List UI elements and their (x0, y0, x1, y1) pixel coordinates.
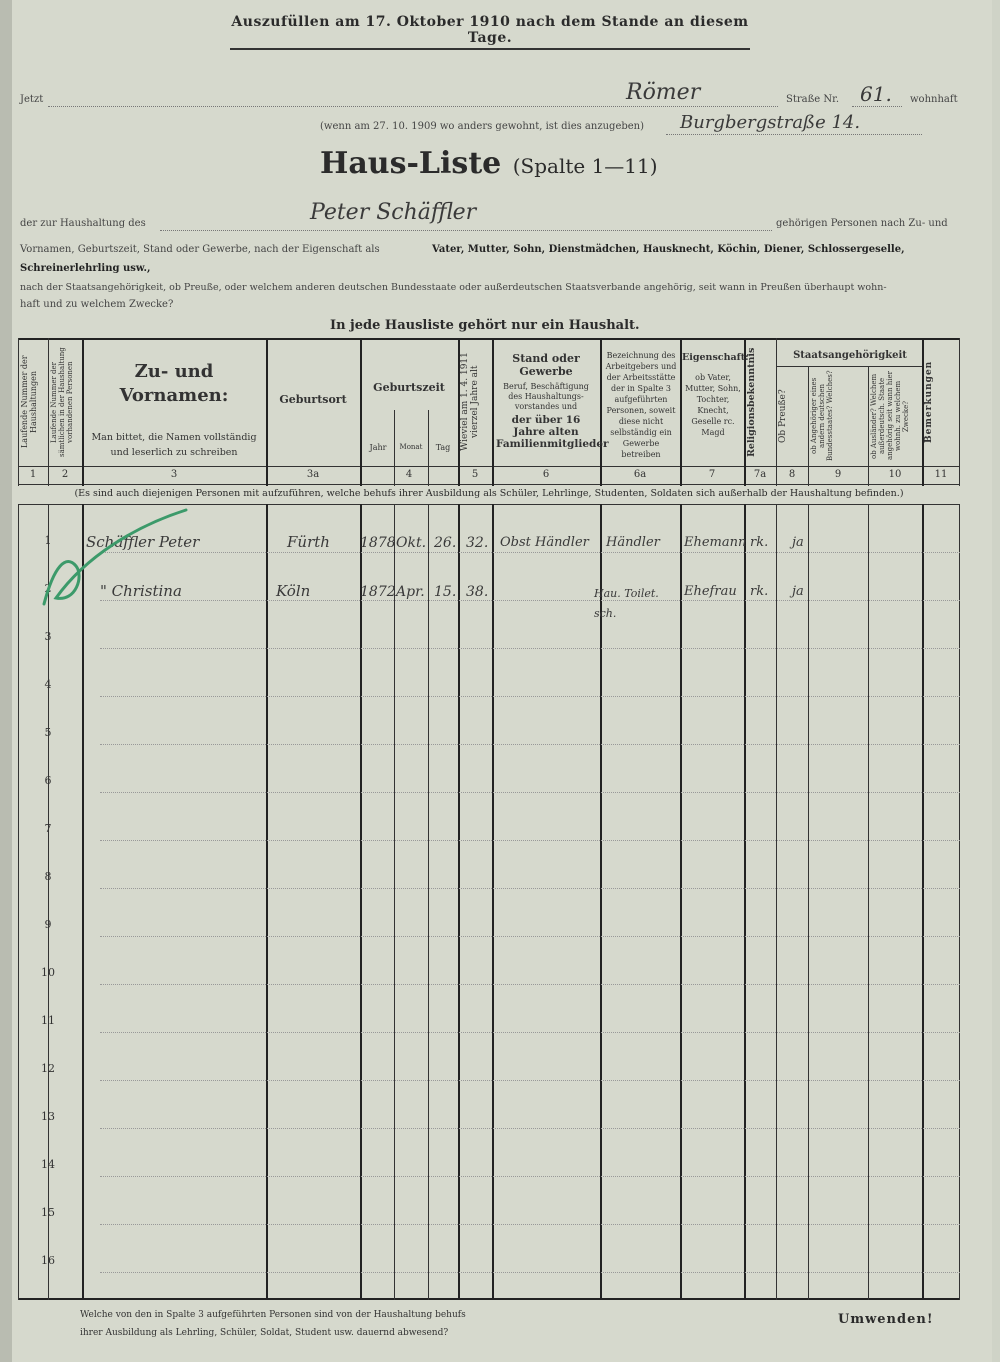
row-number: 13 (41, 1110, 55, 1123)
col3-note: Man bittet, die Namen vollständig und leserlich zu schreiben (91, 432, 257, 458)
row-dotted-line (100, 600, 960, 601)
col-number: 2 (61, 469, 69, 480)
entry-role: Ehefrau (684, 584, 737, 599)
wohnhaft-label: wohnhaft (910, 94, 958, 105)
row-number: 11 (41, 1014, 55, 1027)
entry-birthplace: Fürth (287, 533, 330, 551)
table-bottom-border (18, 1298, 960, 1300)
col11-header: Bemerkungen (924, 360, 934, 444)
row-number: 8 (44, 870, 52, 883)
col-number: 11 (934, 469, 948, 480)
row-dotted-line (100, 1128, 960, 1129)
row-dotted-line (100, 984, 960, 985)
col5-header: Wieviel am 1. 4. 1911 vierzel Jahre alt (460, 352, 480, 452)
entry-employer: Händler (606, 535, 660, 550)
col7a-header: Religionsbekenntnis (746, 347, 757, 457)
col-border (428, 410, 429, 1300)
row-number: 2 (44, 582, 52, 595)
row-dotted-line (100, 1224, 960, 1225)
page-title: Haus-Liste (Spalte 1—11) (320, 146, 658, 181)
col-border (600, 338, 602, 1300)
col8-header: Ob Preuße? (778, 389, 788, 443)
col1-header: Laufende Nummer der Haushaltungen (20, 355, 38, 449)
col4-monat: Monat (399, 443, 423, 451)
strasse-label: Straße Nr. (786, 94, 839, 105)
instruction-line-5: haft und zu welchem Zwecke? (20, 299, 174, 310)
entry-religion: rk. (750, 584, 769, 599)
row-number: 12 (41, 1062, 55, 1075)
col-border (744, 338, 746, 1300)
row-dotted-line (100, 888, 960, 889)
instruction-line-3: Schreinerlehrling usw., (20, 263, 151, 274)
entry-preusse: ja (792, 535, 804, 550)
household-prefix: der zur Haushaltung des (20, 218, 146, 229)
household-table (18, 338, 960, 1300)
household-dotted-line (160, 230, 772, 231)
col-number: 7a (753, 469, 767, 480)
row-dotted-line (100, 1272, 960, 1273)
absent-question: Welche von den in Spalte 3 aufgeführten Personen sind von der Haushaltung behufs ihrer Ausbildung als Lehrling, Schüler, Soldat, Student usw. dauernd abwesend? (80, 1310, 466, 1338)
row-number: 9 (44, 918, 52, 931)
entry-age: 38. (466, 584, 489, 600)
col-number: 1 (29, 469, 37, 480)
entry-day: 26. (434, 535, 457, 551)
row-number: 3 (44, 630, 52, 643)
col4-jahr: Jahr (369, 443, 387, 452)
col-border (680, 338, 682, 1300)
staats-header: Staatsangehörigkeit (793, 350, 907, 361)
col3-title: Zu- und Vornamen: (119, 361, 229, 406)
row-dotted-line (100, 936, 960, 937)
col-border (808, 366, 809, 1300)
green-checkmark-icon (36, 506, 196, 616)
col-border (48, 338, 49, 1300)
col-border (776, 338, 777, 1300)
row-number: 5 (44, 726, 52, 739)
entry-religion: rk. (750, 535, 769, 550)
col6a-header: Bezeichnung des Arbeitgebers und der Arbeitsstätte der in Spalte 3 aufgeführten Personen, soweit diese nicht selbständig ein Gewerbe betreiben (605, 351, 677, 459)
col-border (360, 338, 362, 1300)
row-dotted-line (100, 744, 960, 745)
jetzt-label: Jetzt (20, 94, 44, 105)
header-bottom-line (18, 466, 960, 467)
street-dotted-line (48, 106, 778, 107)
street-value: Römer (626, 80, 701, 105)
row-dotted-line (100, 552, 960, 553)
entry-year: 1878 (360, 535, 396, 551)
number-row-line (18, 484, 960, 485)
previous-residence-note: (wenn am 27. 10. 1909 wo anders gewohnt, ist dies anzugeben) (320, 121, 645, 132)
staats-subline (776, 366, 922, 367)
col-number: 5 (471, 469, 479, 480)
col-border (458, 338, 460, 1300)
col6-title: Stand oder Gewerbe (512, 352, 580, 378)
col7-note: ob Vater, Mutter, Sohn, Tochter, Knecht, Geselle rc. Magd (685, 373, 741, 437)
instruction-line-2: Vornamen, Geburtszeit, Stand oder Gewerbe, nach der Eigenschaft als (20, 244, 380, 255)
entry-day: 15. (434, 584, 457, 600)
col4-tag: Tag (435, 443, 451, 452)
note-row-line (18, 504, 960, 505)
turn-over-note: Umwenden! (838, 1312, 934, 1327)
instruction-heading: Auszufüllen am 17. Oktober 1910 nach dem Stande an diesem Tage. (230, 14, 750, 46)
row-dotted-line (100, 840, 960, 841)
household-suffix: gehörigen Personen nach Zu- und (776, 218, 948, 229)
row-number: 1 (44, 534, 52, 547)
row-dotted-line (100, 648, 960, 649)
row-number: 16 (41, 1254, 55, 1267)
row-dotted-line (100, 1176, 960, 1177)
household-head-value: Peter Schäffler (310, 200, 477, 225)
col2-header: Laufende Nummer der sämtlichen in der Haushaltung vorhandenen Personen (50, 347, 74, 457)
col-number: 4 (405, 469, 413, 480)
entry-occupation: Obst Händler (500, 535, 589, 550)
col-number: 3a (306, 469, 320, 480)
house-number-value: 61. (860, 82, 892, 106)
row-number: 4 (44, 678, 52, 691)
col-border (492, 338, 494, 1300)
col4-header: Geburtszeit (373, 381, 445, 394)
entry-preusse: ja (792, 584, 804, 599)
table-top-border (18, 338, 960, 340)
col10-header: ob Ausländer? Welchem außerdeutsch. Staate angehörig seit wann hier wohnh. zu welchem Zwecke? (870, 371, 910, 461)
row-dotted-line (100, 696, 960, 697)
entry-name: Schäffler Peter (86, 533, 200, 551)
entry-year: 1872 (360, 584, 396, 600)
col-number: 8 (788, 469, 796, 480)
row-dotted-line (100, 792, 960, 793)
entry-month: Okt. (396, 535, 427, 551)
col-border (266, 338, 268, 1300)
entry-month: Apr. (396, 584, 425, 600)
col6-note: Beruf, Beschäftigung des Haushaltungs-vorstandes und (503, 382, 589, 411)
col9-header: ob Angehöriger eines andern deutschen Bundesstaates? Welches? (810, 370, 834, 462)
instruction-line-2-bold: Vater, Mutter, Sohn, Dienstmädchen, Hausknecht, Köchin, Diener, Schlossergeselle, (432, 244, 905, 255)
col-number: 9 (834, 469, 842, 480)
instruction-line-4: nach der Staatsangehörigkeit, ob Preuße, oder welchem anderen deutschen Bundesstaate oder außerdeutschen Staatsverbande angehörig, seit wann in Preußen überhaupt wohn- (20, 282, 887, 293)
previous-dotted-line (666, 134, 922, 135)
col7-title: Eigenschaft: (682, 352, 749, 363)
entry-role: Ehemann (684, 535, 747, 550)
entry-name: " Christina (100, 582, 182, 600)
col-border (82, 338, 84, 1300)
col-number: 3 (170, 469, 178, 480)
row-number: 6 (44, 774, 52, 787)
col-border (18, 338, 19, 1300)
col-border (868, 366, 869, 1300)
col6-bold: der über 16 Jahre alten Familienmitglieder (496, 414, 609, 450)
col-number: 7 (708, 469, 716, 480)
row-dotted-line (100, 1032, 960, 1033)
entry-birthplace: Köln (276, 582, 311, 600)
number-dotted-line (852, 106, 902, 107)
col-number: 6a (633, 469, 647, 480)
row-number: 15 (41, 1206, 55, 1219)
page-edge (0, 0, 12, 1362)
col-number: 6 (542, 469, 550, 480)
previous-residence-value: Burgbergstraße 14. (680, 112, 861, 133)
row-number: 10 (41, 966, 55, 979)
col-border (922, 338, 924, 1300)
row-number: 7 (44, 822, 52, 835)
col3a-header: Geburtsort (279, 393, 347, 406)
entry-employer: Hau. Toilet. sch. (594, 587, 659, 620)
entry-age: 32. (466, 535, 489, 551)
col-border (959, 338, 960, 1300)
row-dotted-line (100, 1080, 960, 1081)
row-number: 14 (41, 1158, 55, 1171)
one-household-note: In jede Hausliste gehört nur ein Haushalt. (330, 318, 640, 333)
abroad-note-row: (Es sind auch diejenigen Personen mit aufzuführen, welche behufs ihrer Ausbildung als Schüler, Lehrlinge, Studenten, Soldaten sich außerhalb der Haushaltung befinden.) (18, 486, 960, 504)
col-number: 10 (888, 469, 902, 480)
